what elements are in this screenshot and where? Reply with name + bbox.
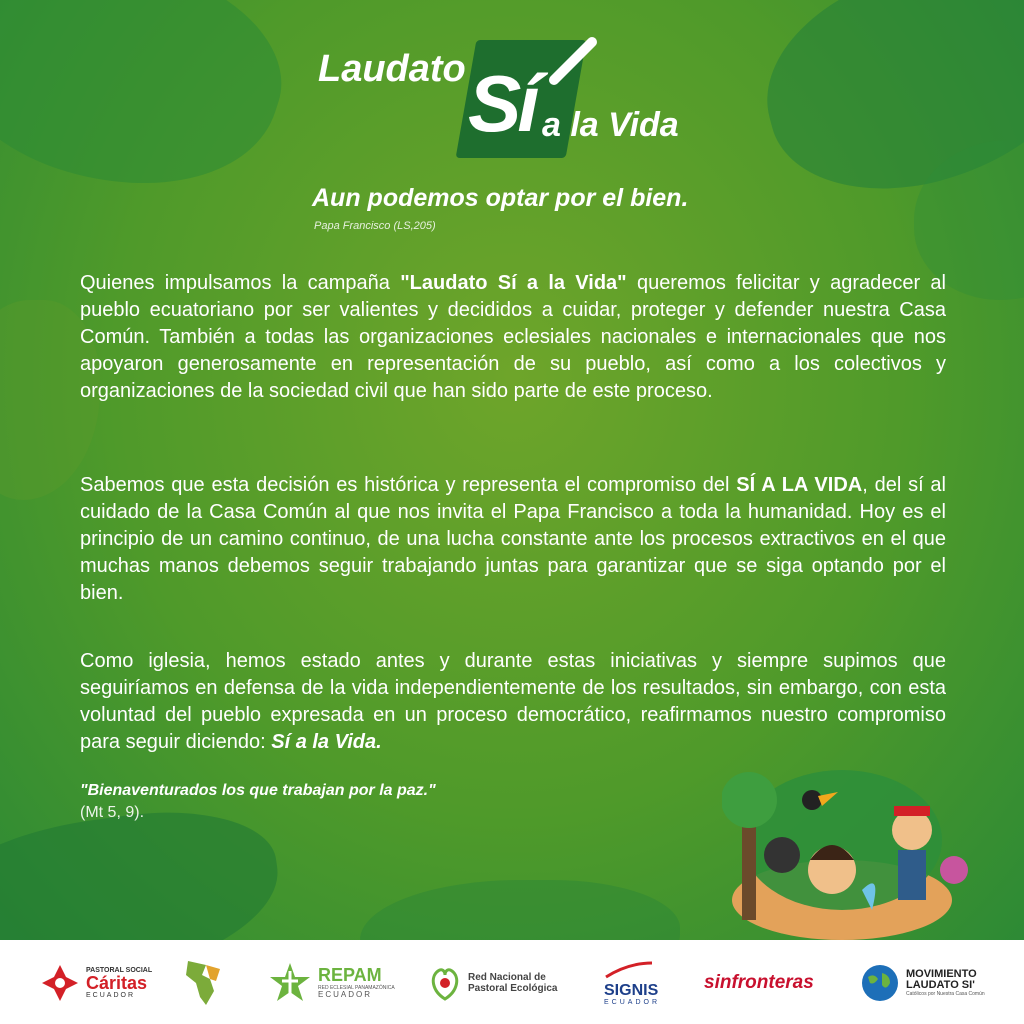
subtitle-source: Papa Francisco (LS,205): [314, 220, 436, 232]
leaf-shape: [0, 0, 306, 227]
laudato-si-label: LAUDATO SI': [906, 979, 975, 992]
logo-laudato: Laudato: [318, 48, 466, 90]
signis-label: SIGNIS: [604, 981, 659, 999]
logo-a-la-vida: a la Vida: [542, 106, 679, 144]
movimiento-sub: Católicos por Nuestra Casa Común: [906, 990, 985, 997]
bible-quote-reference: (Mt 5, 9).: [80, 804, 145, 821]
leaf-shape: [360, 880, 680, 940]
signis-swoosh-icon: [604, 961, 654, 979]
leaf-heart-icon: [428, 963, 462, 1003]
subtitle: Aun podemos optar por el bien.: [312, 184, 689, 212]
paragraph-1: Quienes impulsamos la campaña "Laudato Sí a la Vida" queremos felicitar y agradecer al pueblo ecuatoriano por ser valientes y decididos a cuidar, proteger y defender nuestra Casa Común. También a todas las organizaciones eclesiales nacionales e internacionales que nos apoyaron generosamente en representación de su pueblo, así como a los colectivos y organizaciones de la sociedad civil que han sido parte de este proceso.: [80, 272, 946, 402]
campaign-logo: [318, 36, 718, 166]
pastoral-ecologica-logo: [428, 958, 557, 1008]
america-map-icon: [176, 957, 228, 1009]
repam-label: REPAM: [318, 964, 382, 985]
pastoral-ecologica-label: Pastoral Ecológica: [468, 983, 558, 994]
sinfronteras-logo: [704, 958, 814, 1008]
logo-si: Sí: [468, 59, 536, 148]
caritas-small-label: PASTORAL SOCIAL: [86, 967, 153, 974]
caritas-cross-icon: [40, 963, 80, 1003]
leaf-shape: [0, 796, 289, 940]
caritas-logo: [40, 958, 152, 1008]
logo-check-icon: [546, 36, 606, 86]
caritas-label: Cáritas: [86, 973, 148, 993]
sinfronteras-label: sinfronteras: [704, 972, 814, 993]
paragraph-2: Sabemos que esta decisión es histórica y representa el compromiso del SÍ A LA VIDA, del sí al cuidado de la Casa Común al que nos invita el Papa Francisco a toda la humanidad. Hoy es el principio de un camino continuo, de una lucha constante ante los procesos extractivos en el que muchas manos debemos seguir trabajando juntas para garantizar que se siga optando por el bien.: [80, 474, 946, 604]
caritas-country: ECUADOR: [86, 992, 136, 999]
movimiento-label: MOVIMIENTO: [906, 967, 977, 980]
repam-country: ECUADOR: [318, 990, 373, 1000]
repam-sub: RED ECLESIAL PANAMAZÓNICA: [318, 984, 395, 991]
partner-logos-footer: [0, 940, 1024, 1024]
paragraph-3: Como iglesia, hemos estado antes y durante estas iniciativas y siempre supimos que seguiríamos en defensa de la vida independientemente de los resultados, sin embargo, con esta voluntad del pueblo expresada en un proceso democrático, reafirmamos nuestro compromiso para seguir diciendo: Sí a la Vida.: [80, 650, 946, 753]
map-logo: [176, 958, 228, 1008]
movimiento-laudato-si-logo: [860, 958, 985, 1008]
signis-country: ECUADOR: [604, 998, 661, 1006]
repam-logo: [268, 958, 395, 1008]
amazon-illustration: [722, 760, 982, 940]
red-nacional-label: Red Nacional de: [468, 972, 546, 983]
globe-icon: [860, 963, 900, 1003]
repam-star-icon: [268, 961, 312, 1005]
signis-logo: [604, 958, 660, 1008]
bible-quote: "Bienaventurados los que trabajan por la paz.": [80, 782, 436, 799]
